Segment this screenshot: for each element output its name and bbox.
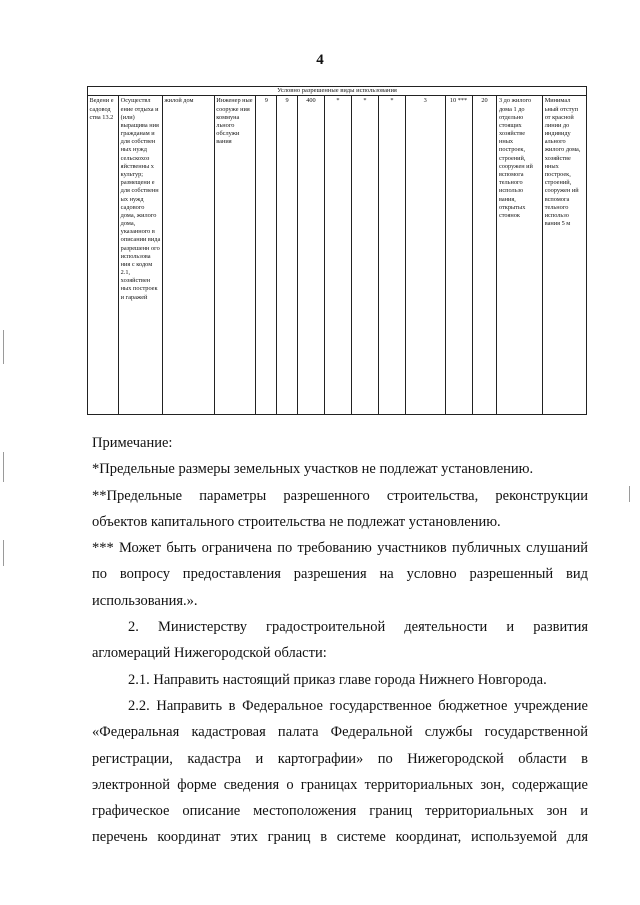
cell-setback: Минимал ьный отступ от красной линии до индивиду ального жилого дома, хозяйстве нных построек, строений, сооружен ий вспомога тельного использо вания 5 м bbox=[543, 96, 587, 415]
paragraph-2: 2. Министерству градостроительной деятельности и развития агломераций Нижегородской области: bbox=[92, 619, 588, 662]
cell-v4: * bbox=[324, 96, 351, 415]
scan-artifact bbox=[3, 540, 4, 566]
note-3: *** Может быть ограничена по требованию участников публичных слушаний по вопросу предоставления разрешения на условно разрешенный вид использования.». bbox=[92, 540, 588, 609]
table-header: Условно разрешенные виды использования bbox=[88, 87, 587, 96]
cell-purpose: Осуществл ение отдыха и (или) выращива ния гражданам и для собствен ных нужд сельскохоз яйственны х культур; размещени е для собственн ых нужд садового дома, жилого дома, указанного в описании вида разрешенн ого использова ния с кодом 2.1, хозяйствен ных построек и гаражей bbox=[119, 96, 163, 415]
cell-v8: 10 *** bbox=[445, 96, 472, 415]
note-1: *Предельные размеры земельных участков не подлежат установлению. bbox=[92, 461, 534, 478]
paragraph-2-2: 2.2. Направить в Федеральное государственное бюджетное учреждение «Федеральная кадастровая палата Федеральной службы государственной регистрации, кадастра и картографии» по Нижегородской области в электронной форме сведения о границах территориальных зон, содержащие графическое описание местоположения границ территориальных зон и перечень координат этих границ в системе координат, используемой для bbox=[92, 697, 588, 846]
cell-v9: 20 bbox=[472, 96, 497, 415]
cell-code: Ведени е садовод ства 13.2 bbox=[88, 96, 119, 415]
cell-v3: 400 bbox=[297, 96, 324, 415]
page-number: 4 bbox=[316, 52, 324, 68]
scan-artifact bbox=[629, 486, 630, 502]
cell-engineering: Инженер ные сооруже ния коммуна льного обслужи вания bbox=[214, 96, 256, 415]
cell-v6: * bbox=[378, 96, 405, 415]
cell-v7: 3 bbox=[406, 96, 446, 415]
cell-distance: 3 до жилого дома 1 до отдельно стоящих хозяйстве нных построек, строений, сооружен ий вспомога тельного использо вания, открытых стоянок bbox=[497, 96, 543, 415]
table-row bbox=[88, 96, 587, 415]
cell-v2: 9 bbox=[277, 96, 298, 415]
document-text bbox=[92, 430, 588, 851]
notes-title: Примечание: bbox=[92, 435, 173, 451]
cell-v5: * bbox=[351, 96, 378, 415]
cell-v1: 9 bbox=[256, 96, 277, 415]
paragraph-2-1: 2.1. Направить настоящий приказ главе города Нижнего Новгорода. bbox=[128, 671, 547, 688]
table-header-row bbox=[88, 87, 587, 96]
scan-artifact bbox=[3, 330, 4, 364]
cell-building: жилой дом bbox=[162, 96, 214, 415]
note-2: **Предельные параметры разрешенного строительства, реконструкции объектов капитального строительства не подлежат установлению. bbox=[92, 487, 588, 530]
scan-artifact bbox=[3, 452, 4, 482]
land-use-table bbox=[87, 86, 587, 415]
